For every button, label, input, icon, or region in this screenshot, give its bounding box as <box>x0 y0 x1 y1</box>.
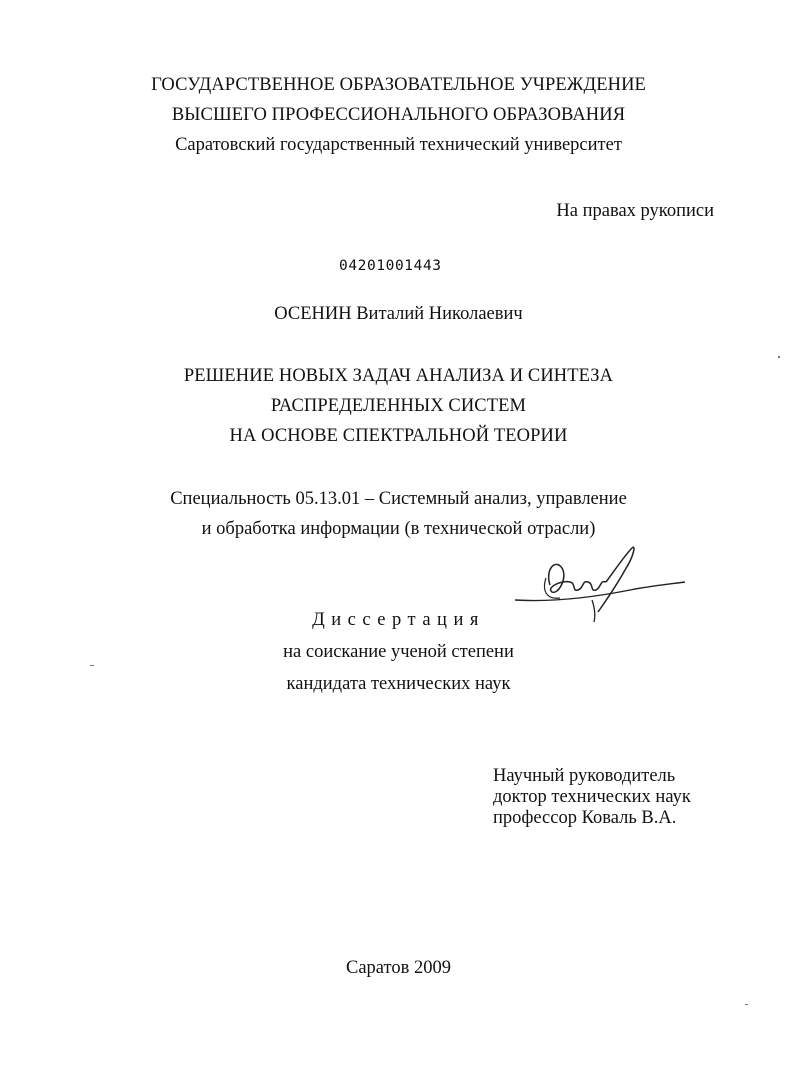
header-line-2: ВЫСШЕГО ПРОФЕССИОНАЛЬНОГО ОБРАЗОВАНИЯ <box>171 105 626 125</box>
dissertation-line-2: на соискание ученой степени <box>283 642 514 662</box>
stamp-number: 04201001443 <box>339 258 442 274</box>
scan-speck <box>90 665 94 666</box>
title-line-3: НА ОСНОВЕ СПЕКТРАЛЬНОЙ ТЕОРИИ <box>229 426 568 446</box>
specialty-line-2: и обработка информации (в технической отрасли) <box>201 519 596 539</box>
supervisor-role: Научный руководитель <box>493 766 676 786</box>
scan-speck <box>745 1004 748 1005</box>
title-line-2: РАСПРЕДЕЛЕННЫХ СИСТЕМ <box>270 396 527 416</box>
specialty-line-1: Специальность 05.13.01 – Системный анализ, управление <box>170 489 627 509</box>
title-line-1: РЕШЕНИЕ НОВЫХ ЗАДАЧ АНАЛИЗА И СИНТЕЗА <box>183 366 614 386</box>
footer-city-year: Саратов 2009 <box>346 958 451 978</box>
dissertation-word: Диссертация <box>312 610 485 630</box>
manuscript-note: На правах рукописи <box>556 201 714 221</box>
supervisor-name: профессор Коваль В.А. <box>493 808 677 828</box>
scan-speck <box>778 356 780 358</box>
author-name: ОСЕНИН Виталий Николаевич <box>274 304 523 324</box>
university-name: Саратовский государственный технический университет <box>175 135 622 155</box>
header-line-1: ГОСУДАРСТВЕННОЕ ОБРАЗОВАТЕЛЬНОЕ УЧРЕЖДЕНИЕ <box>151 75 646 95</box>
supervisor-degree: доктор технических наук <box>493 787 691 807</box>
dissertation-line-3: кандидата технических наук <box>286 674 511 694</box>
